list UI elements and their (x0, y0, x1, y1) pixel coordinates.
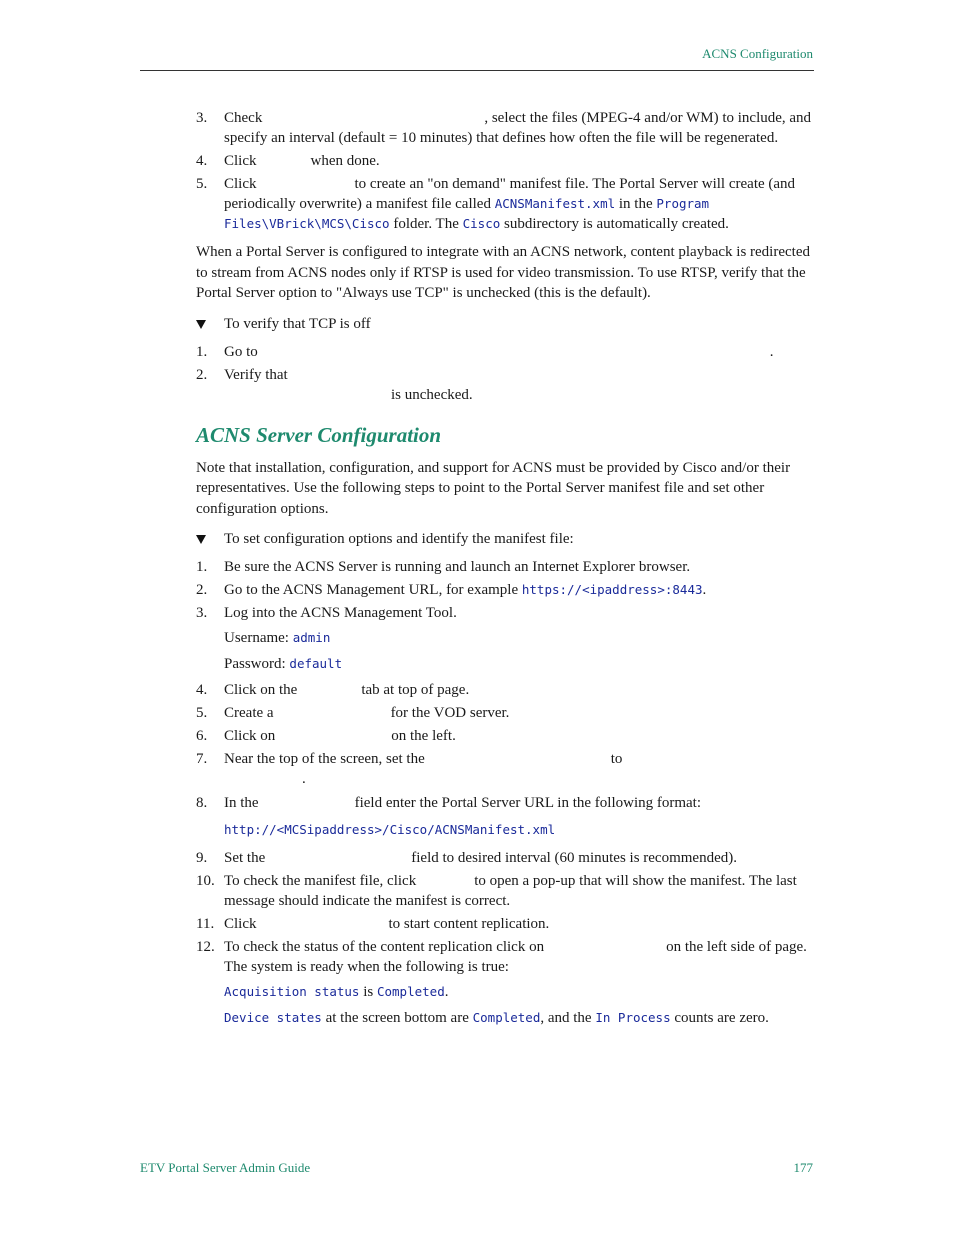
triangle-bullet-icon (196, 320, 206, 329)
list-item: 4. Click on the tab at top of page. (196, 682, 470, 698)
list-item: 3. Log into the ACNS Management Tool. (196, 605, 457, 621)
url-format: http://<MCSipaddress>/Cisco/ACNSManifest.xml (224, 822, 556, 837)
list-item: 5. Click to create an "on demand" manifest file. The Portal Server will create (and periodically overwrite) a manifest file called ACNSManifest.xml in the Program Files\VBrick\MCS\Cisco folder. The Cisco subdirectory is automatically created. (196, 176, 796, 232)
body-paragraph: Note that installation, configuration, and support for ACNS must be provided by Cisco and/or their representatives. Use the following steps to point to the Portal Server manifest file and set other configuration options. (196, 459, 791, 517)
list-item: 1. Go to . (196, 343, 774, 360)
list-item: 2. Verify that is unchecked. (196, 366, 473, 403)
login-username: Username: admin (224, 630, 331, 646)
procedure-heading: To verify that TCP is off (196, 314, 818, 334)
triangle-bullet-icon (196, 535, 206, 544)
list-item: 10. To check the manifest file, click to open a pop-up that will show the manifest. The last message should indicate the manifest is correct. (196, 873, 797, 909)
list-item: 12. To check the status of the content replication click on on the left side of page. The system is ready when the following is true: (196, 939, 807, 975)
section-title: ACNS Server Configuration (196, 422, 442, 447)
header-rule (140, 70, 814, 71)
footer-doc-title: ETV Portal Server Admin Guide (140, 1160, 311, 1175)
list-item: 1. Be sure the ACNS Server is running and launch an Internet Explorer browser. (196, 559, 691, 575)
list-item: 4. Click when done. (196, 153, 380, 169)
page-content (196, 108, 818, 1034)
list-item: 3. Check , select the files (MPEG-4 and/or WM) to include, and specify an interval (default = 10 minutes) that defines how often the file will be regenerated. (196, 110, 812, 146)
list-item: 7. Near the top of the screen, set the to . (196, 751, 623, 787)
list-item: 9. Set the field to desired interval (60 minutes is recommended). (196, 850, 737, 866)
list-item: 2. Go to the ACNS Management URL, for example https://<ipaddress>:8443. (196, 582, 707, 598)
list-item: 5. Create a for the VOD server. (196, 705, 510, 721)
list-item: 11. Click to start content replication. (196, 916, 550, 932)
login-password: Password: default (224, 656, 343, 672)
status-line: Acquisition status is Completed. (224, 984, 449, 1000)
list-item: 8. In the field enter the Portal Server URL in the following format: (196, 795, 702, 811)
footer-page-number: 177 (793, 1160, 813, 1175)
list-item: 6. Click on on the left. (196, 728, 456, 744)
page-header-title: ACNS Configuration (702, 46, 813, 61)
status-line: Device states at the screen bottom are Completed, and the In Process counts are zero. (224, 1010, 769, 1026)
procedure-heading: To set configuration options and identify the manifest file: (196, 529, 818, 549)
body-paragraph: When a Portal Server is configured to integrate with an ACNS network, content playback is redirected to stream from ACNS nodes only if RTSP is used for video transmission. To use RTSP, verify that the Portal Server option to "Always use TCP" is unchecked (this is the default). (196, 244, 810, 301)
